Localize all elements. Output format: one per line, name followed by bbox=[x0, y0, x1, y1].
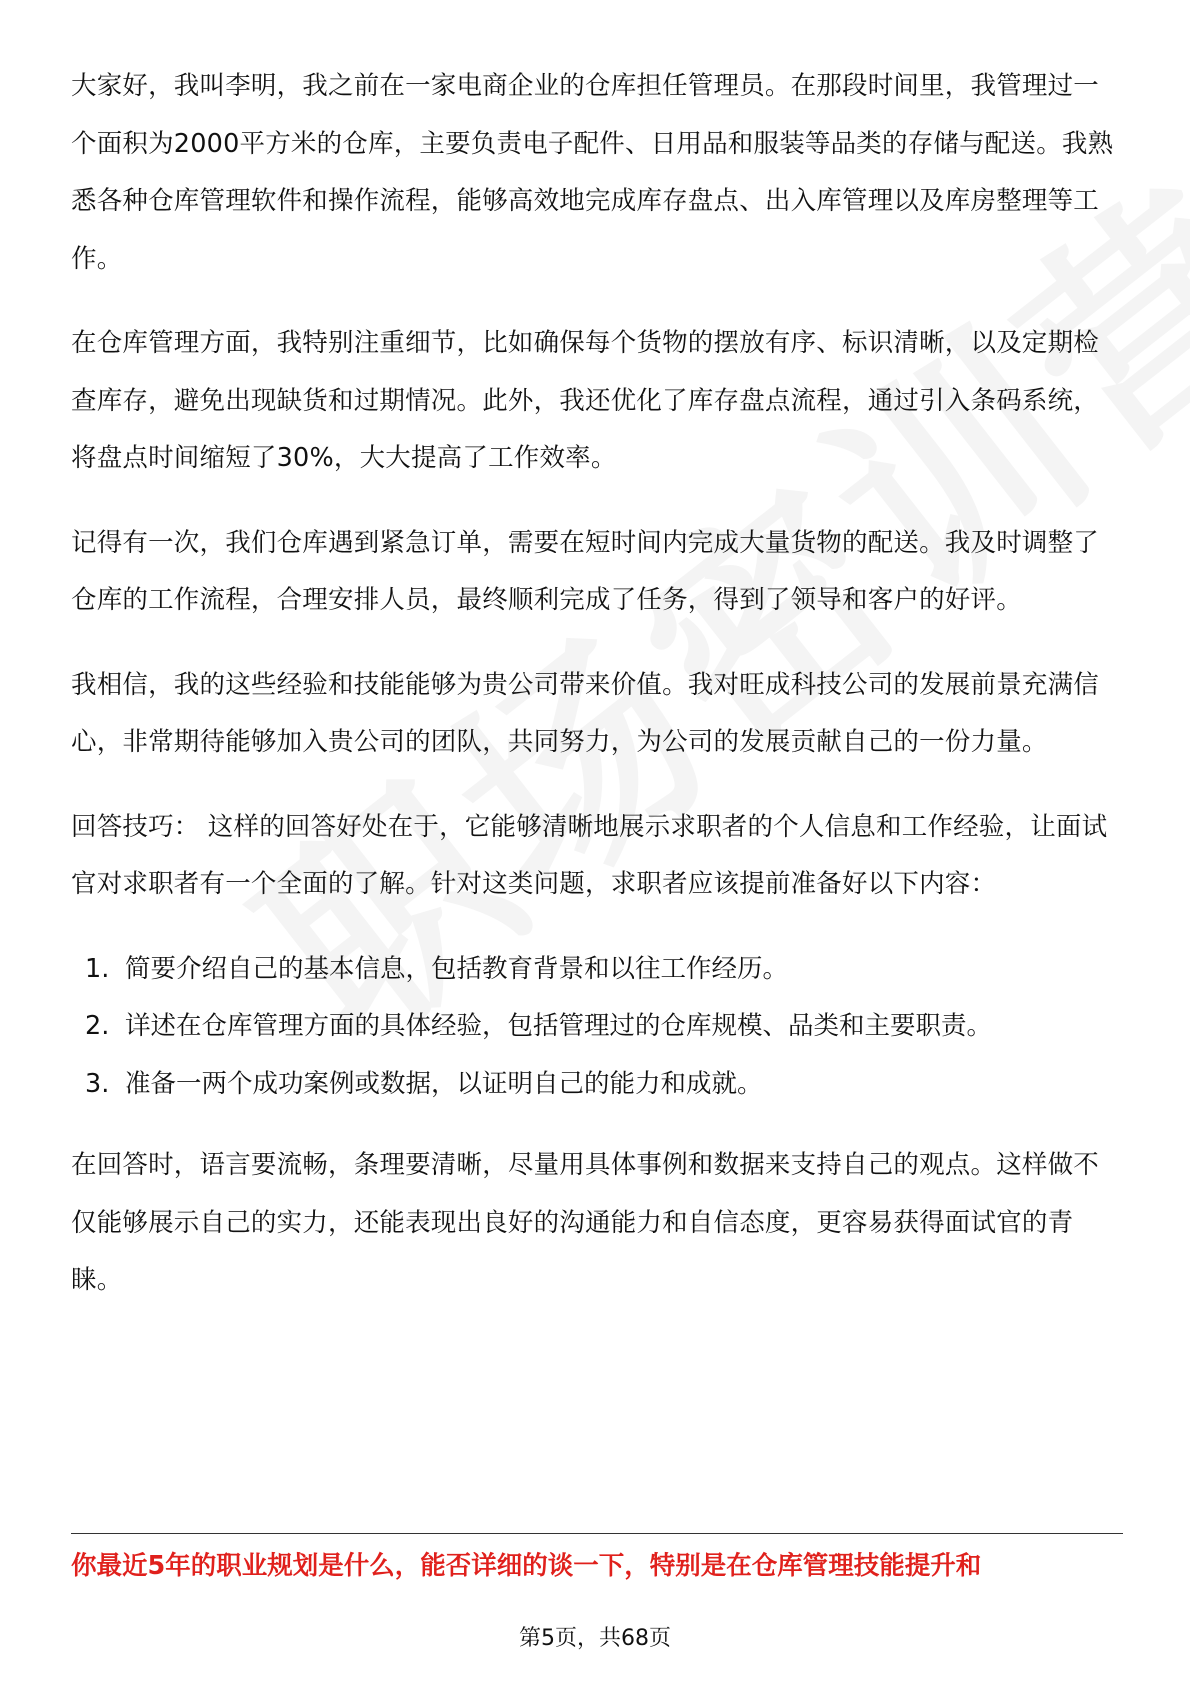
list-item-number: 1. bbox=[85, 953, 110, 984]
list-item-number: 2. bbox=[85, 1011, 110, 1041]
list-item bbox=[71, 998, 1123, 1056]
section-divider bbox=[71, 1533, 1123, 1534]
paragraph-answer-tips: 回答技巧： 这样的回答好处在于，它能够清晰地展示求职者的个人信息和工作经验，让面试官对求职者有一个全面的了解。针对这类问题，求职者应该提前准备好以下内容： bbox=[71, 811, 1108, 899]
paragraph-value: 我相信，我的这些经验和技能能够为贵公司带来价值。我对旺成科技公司的发展前景充满信心，非常期待能够加入贵公司的团队，共同努力，为公司的发展贡献自己的一份力量。 bbox=[71, 669, 1100, 757]
list-item-text: 详述在仓库管理方面的具体经验，包括管理过的仓库规模、品类和主要职责。 bbox=[125, 1011, 993, 1041]
paragraph-warehouse-management: 在仓库管理方面，我特别注重细节，比如确保每个货物的摆放有序、标识清晰，以及定期检查库存，避免出现缺货和过期情况。此外，我还优化了库存盘点流程，通过引入条码系统，将盘点时间缩短了30%，大大提高了工作效率。 bbox=[71, 328, 1100, 473]
list-item-number: 3. bbox=[85, 1068, 110, 1099]
list-item bbox=[71, 941, 1123, 999]
paragraph-intro: 大家好，我叫李明，我之前在一家电商企业的仓库担任管理员。在那段时间里，我管理过一个面积为2000平方米的仓库，主要负责电子配件、日用品和服装等品类的存储与配送。我熟悉各种仓库管理软件和操作流程，能够高效地完成库存盘点、出入库管理以及库房整理等工作。 bbox=[71, 71, 1114, 274]
document-body bbox=[71, 58, 1123, 1337]
next-question-heading: 你最近5年的职业规划是什么，能否详细的谈一下，特别是在仓库管理技能提升和 bbox=[71, 1551, 982, 1581]
page-number: 第5页，共68页 bbox=[519, 1626, 671, 1651]
tips-list bbox=[71, 941, 1123, 1114]
list-item-text: 简要介绍自己的基本信息，包括教育背景和以往工作经历。 bbox=[125, 953, 789, 984]
list-item bbox=[71, 1056, 1123, 1114]
paragraph-urgent-order: 记得有一次，我们仓库遇到紧急订单，需要在短时间内完成大量货物的配送。我及时调整了仓库的工作流程，合理安排人员，最终顺利完成了任务，得到了领导和客户的好评。 bbox=[71, 527, 1100, 615]
paragraph-closing: 在回答时，语言要流畅，条理要清晰，尽量用具体事例和数据来支持自己的观点。这样做不仅能够展示自己的实力，还能表现出良好的沟通能力和自信态度，更容易获得面试官的青睐。 bbox=[71, 1150, 1100, 1295]
list-item-text: 准备一两个成功案例或数据，以证明自己的能力和成就。 bbox=[125, 1068, 763, 1099]
